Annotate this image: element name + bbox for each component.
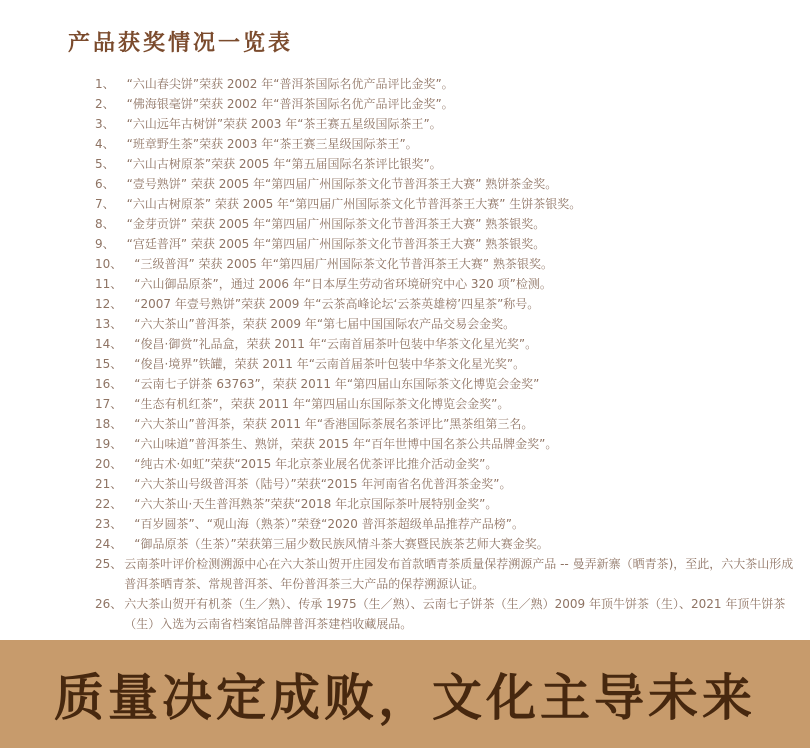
award-item-number: 8、 xyxy=(95,217,115,231)
award-item-text: “百岁圆茶”、“观山海（熟茶）”荣登“2020 普洱茶超级单品推荐产品榜”。 xyxy=(134,517,524,531)
award-item-number: 24、 xyxy=(95,537,123,551)
award-item-number: 20、 xyxy=(95,457,123,471)
award-list-item xyxy=(95,314,795,334)
award-list-item xyxy=(95,174,795,194)
award-list-item xyxy=(95,354,795,374)
award-item-text: “俊昌·境界”铁罐，荣获 2011 年“云南首届茶叶包装中华茶文化星光奖”。 xyxy=(134,357,526,371)
award-item-number: 25、 xyxy=(95,557,123,571)
award-list-item xyxy=(95,234,795,254)
award-list-item xyxy=(95,374,795,394)
award-item-number: 19、 xyxy=(95,437,123,451)
award-list-item xyxy=(95,534,795,554)
award-list-item xyxy=(95,134,795,154)
award-list-item xyxy=(95,94,795,114)
award-list-item xyxy=(95,594,795,634)
award-item-number: 6、 xyxy=(95,177,115,191)
award-list-item xyxy=(95,454,795,474)
award-item-number: 3、 xyxy=(95,117,115,131)
award-item-text: “三级普洱” 荣获 2005 年“第四届广州国际茶文化节普洱茶王大赛” 熟茶银奖。 xyxy=(134,257,553,271)
award-item-text: 六大茶山贺开有机茶（生／熟）、传承 1975（生／熟）、云南七子饼茶（生／熟）2009 年顶牛饼茶（生）、2021 年顶牛饼茶（生）入选为云南省档案馆品牌普洱茶建档收藏展品。 xyxy=(124,597,786,631)
award-item-text: “六山味道”普洱茶生、熟饼，荣获 2015 年“百年世博中国名茶公共品牌金奖”。 xyxy=(134,437,558,451)
award-item-text: “金芽贡饼” 荣获 2005 年“第四届广州国际茶文化节普洱茶王大赛” 熟茶银奖。 xyxy=(126,217,546,231)
award-list-item xyxy=(95,514,795,534)
award-item-text: “六山春尖饼”荣获 2002 年“普洱茶国际名优产品评比金奖”。 xyxy=(126,77,454,91)
award-item-text: “俊昌·御赏”礼品盒，荣获 2011 年“云南首届茶叶包装中华茶文化星光奖”。 xyxy=(134,337,538,351)
award-list-item xyxy=(95,74,795,94)
award-list-item xyxy=(95,274,795,294)
award-item-number: 11、 xyxy=(95,277,123,291)
awards-list xyxy=(95,74,795,634)
award-item-text: “云南七子饼茶 63763”，荣获 2011 年“第四届山东国际茶文化博览会金奖” xyxy=(134,377,540,391)
award-list-item xyxy=(95,114,795,134)
award-item-text: “六山古树原茶”荣获 2005 年“第五届国际名茶评比银奖”。 xyxy=(126,157,442,171)
award-item-number: 12、 xyxy=(95,297,123,311)
award-item-text: 云南茶叶评价检测溯源中心在六大茶山贺开庄园发布首款晒青茶质量保荐溯源产品 -- 曼弄新寨（晒青茶)，至此，六大茶山形成普洱茶晒青茶、常规普洱茶、年份普洱茶三大产品的保荐溯源认证。 xyxy=(124,557,794,591)
award-item-text: “六山古树原茶” 荣获 2005 年“第四届广州国际茶文化节普洱茶王大赛” 生饼茶银奖。 xyxy=(126,197,582,211)
award-list-item xyxy=(95,414,795,434)
award-list-item xyxy=(95,434,795,454)
award-item-number: 26、 xyxy=(95,597,123,611)
award-item-number: 10、 xyxy=(95,257,123,271)
award-item-number: 17、 xyxy=(95,397,123,411)
award-item-number: 18、 xyxy=(95,417,123,431)
award-item-number: 15、 xyxy=(95,357,123,371)
award-item-number: 4、 xyxy=(95,137,115,151)
award-item-text: “御品原茶（生茶）”荣获第三届少数民族风情斗茶大赛暨民族茶艺师大赛金奖。 xyxy=(134,537,549,551)
award-item-text: “六大茶山”普洱茶，荣获 2011 年“香港国际茶展名茶评比”黑茶组第三名。 xyxy=(134,417,534,431)
award-item-number: 1、 xyxy=(95,77,115,91)
award-list-item xyxy=(95,394,795,414)
award-item-text: “六山御品原茶”，通过 2006 年“日本厚生劳动省环境研究中心 320 项”检测。 xyxy=(134,277,552,291)
award-item-number: 23、 xyxy=(95,517,123,531)
award-list-item xyxy=(95,294,795,314)
award-list-item xyxy=(95,154,795,174)
award-item-text: “六山远年古树饼”荣获 2003 年“茶王赛五星级国际茶王”。 xyxy=(126,117,442,131)
award-item-text: “班章野生茶”荣获 2003 年“茶王赛三星级国际茶王”。 xyxy=(126,137,418,151)
award-item-text: “壹号熟饼” 荣获 2005 年“第四届广州国际茶文化节普洱茶王大赛” 熟饼茶金奖。 xyxy=(126,177,558,191)
award-item-text: “佛海银毫饼”荣获 2002 年“普洱茶国际名优产品评比金奖”。 xyxy=(126,97,454,111)
award-item-number: 9、 xyxy=(95,237,115,251)
award-item-number: 14、 xyxy=(95,337,123,351)
award-item-text: “2007 年壹号熟饼”荣获 2009 年“云茶高峰论坛‘云茶英雄榜’四星茶”称号。 xyxy=(134,297,540,311)
award-item-text: “生态有机红茶”，荣获 2011 年“第四届山东国际茶文化博览会金奖”。 xyxy=(134,397,510,411)
award-item-number: 13、 xyxy=(95,317,123,331)
banner-slogan: 质量决定成败，文化主导未来 xyxy=(54,669,756,727)
award-item-text: “六大茶山·天生普洱熟茶”荣获“2018 年北京国际茶叶展特别金奖”。 xyxy=(134,497,498,511)
award-item-number: 22、 xyxy=(95,497,123,511)
award-list-item xyxy=(95,554,795,594)
award-item-text: “六大茶山”普洱茶，荣获 2009 年“第七届中国国际农产品交易会金奖。 xyxy=(134,317,516,331)
award-list-item xyxy=(95,214,795,234)
award-list-item xyxy=(95,494,795,514)
award-item-text: “宫廷普洱” 荣获 2005 年“第四届广州国际茶文化节普洱茶王大赛” 熟茶银奖。 xyxy=(126,237,546,251)
award-item-text: “六大茶山号级普洱茶（陆号）”荣获“2015 年河南省名优普洱茶金奖”。 xyxy=(134,477,512,491)
award-list-item xyxy=(95,254,795,274)
award-item-text: “纯古术·如虹”荣获“2015 年北京茶业展名优茶评比推介活动金奖”。 xyxy=(134,457,498,471)
award-item-number: 7、 xyxy=(95,197,115,211)
award-item-number: 16、 xyxy=(95,377,123,391)
award-item-number: 21、 xyxy=(95,477,123,491)
award-item-number: 2、 xyxy=(95,97,115,111)
page-title: 产品获奖情况一览表 xyxy=(68,31,294,56)
award-list-item xyxy=(95,474,795,494)
award-item-number: 5、 xyxy=(95,157,115,171)
award-list-item xyxy=(95,334,795,354)
bottom-banner xyxy=(0,640,810,748)
award-list-item xyxy=(95,194,795,214)
